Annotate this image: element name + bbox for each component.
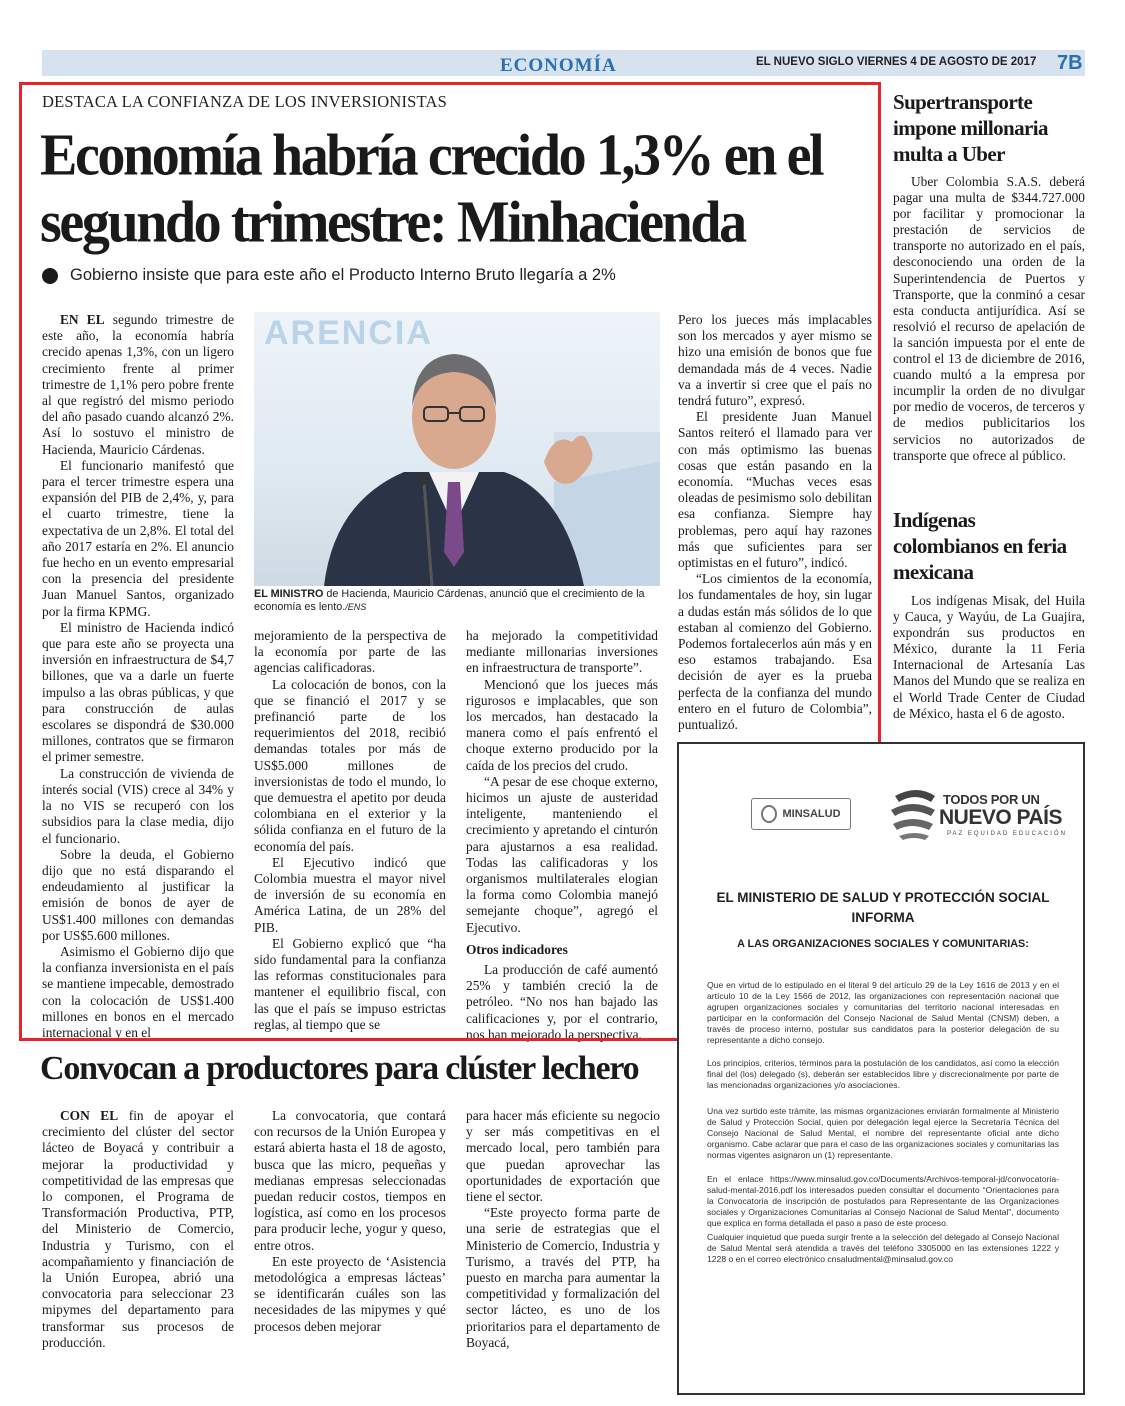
article-column-3 (466, 628, 658, 1043)
second-article-column-2 (254, 1108, 446, 1335)
logo-line-3: PAZ EQUIDAD EDUCACIÓN (947, 831, 1067, 837)
minsalud-logo-text: MINSALUD (782, 808, 841, 820)
paragraph: La convocatoria, que contará con recursos de la Unión Europea y estará abierta hasta el 18 de agosto, busca que las micro, pequeñas y medianas empresas seleccionadas puedan reducir costos, tiempos en logística, así como en los procesos para producir leche, yogur y queso, entre otros. (254, 1108, 446, 1253)
paragraph: para hacer más eficiente su negocio y ser más competitivas en el mercado local, pero también para que puedan aprovechar las oportunidades de exportación que tiene el sector. (466, 1108, 660, 1205)
caption-text: de Hacienda, Mauricio Cárdenas, anunció que el crecimiento de la economía es lento. (254, 588, 645, 613)
brief-uber-title: Supertransporte impone millonaria multa a Uber (893, 90, 1048, 166)
lead-in: EN EL (60, 312, 105, 327)
paragraph-text: fin de apoyar el crecimiento del clúster del sector lácteo de Boyacá y contribuir a mejorar la productividad y competitividad de las empresas que lo componen, el Programa de Transformación Productiva, PTP, del Ministerio de Comercio, Industria y Turismo, con el acompañamiento y financiación de la Unión Europea, abrió una convocatoria para seleccionar 23 mipymes del departamento para transformar sus procesos de producción. (42, 1108, 235, 1350)
ad-paragraph: Que en virtud de lo estipulado en el literal 9 del artículo 29 de la Ley 1616 de 2013 y en el artículo 10 de la Ley 1566 de 2012, las organizaciones con representación nacional que agrupen organizaciones sociales y comunitarias del territorio nacional interesadas en participar en la conformación del Consejo Nacional de Salud Mental (CNSM) deben, a través de proceso interno, postular sus candidatos para la posterior delegación de su representante a dicho consejo. (707, 980, 1059, 1045)
second-article-column-1 (42, 1108, 234, 1351)
article-column-2 (254, 628, 446, 1033)
article-column-1 (42, 312, 234, 1041)
ad-title: EL MINISTERIO DE SALUD Y PROTECCIÓN SOCIAL INFORMA (716, 890, 1050, 925)
ad-paragraph: Cualquier inquietud que pueda surgir frente a la selección del delegado al Consejo Nacional de Salud Mental será atendida a través del teléfono 3305000 en las extensiones 1222 y 1228 o en el correo electrónico cnsaludmental@minsalud.gov.co (707, 1232, 1059, 1264)
paragraph: En este proyecto de ‘Asistencia metodológica a empresas lácteas’ se identificarán cuáles son las necesidades de las mipymes y qué procesos deben mejorar (254, 1253, 446, 1334)
paragraph: La producción de café aumentó 25% y también creció la de petróleo. “No nos han bajado las calificaciones y, por el contrario, nos han mejorado la perspectiva. (466, 962, 658, 1042)
paragraph: “Los cimientos de la economía, los fundamentales de hoy, sin lugar a dudas están más sólidos de lo que estaban al comienzo del Gobierno. Podemos fortalecerlos aún más y en eso estamos trabajando. Esa decisión de ayer es la prueba perfecta de la confianza del mundo entero en el futuro de Colombia”, puntualizó. (678, 571, 872, 733)
minsalud-logo (751, 798, 851, 830)
caption-lead: EL MINISTRO (254, 588, 324, 600)
minister-photo (254, 312, 660, 586)
paragraph: Mencionó que los jueces más rigurosos e implacables, que son los mercados, han destacado la manera como el país enfrentó el choque externo producido por la caída de los precios del crudo. (466, 676, 658, 773)
second-article-headline: Convocan a productores para clúster lechero (40, 1050, 639, 1087)
paragraph: Asimismo el Gobierno dijo que la confianza inversionista en el país se mantiene impecable, demostrado con la colocación de US$1.400 millones en bonos en el mercado internacional y en el (42, 943, 234, 1040)
paragraph: Pero los jueces más implacables son los mercados y ayer mismo se hizo una emisión de bonos que fue demandada más de 4 veces. Nadie va a invertir si cree que el país no tendrá futuro”, expresó. (678, 312, 872, 409)
todos-por-un-nuevo-pais-logo (887, 782, 1072, 846)
photo-backdrop-text: ARENCIA (264, 314, 433, 352)
paragraph (42, 312, 234, 458)
minister-illustration (254, 312, 660, 586)
paragraph: Sobre la deuda, el Gobierno dijo que no está disparando el endeudamiento al justificar la emisión de bonos de ayer de US$1.400 millones con demandas por US$5.600 millones. (42, 846, 234, 943)
bullet-icon (42, 268, 58, 284)
paragraph: Los indígenas Misak, del Huila y Cauca, y Wayúu, de La Guajira, expondrán sus productos en México, durante la 11 Feria Internacional de Artesanía Las Manos del Mundo que se realiza en el World Trade Center de Ciudad de México, hasta el 6 de agosto. (893, 593, 1085, 721)
ad-subtitle: A LAS ORGANIZACIONES SOCIALES Y COMUNITARIAS: (737, 938, 1029, 950)
paragraph: El presidente Juan Manuel Santos reiteró el llamado para ver con más optimismo las buenas cosas que están pasando en la economía. “Muchas veces esas oleadas de pesimismo solo debilitan esa confianza. Siempre hay problemas, pero aquí hay razones más que suficientes para ser optimistas en el futuro”, indicó. (678, 409, 872, 571)
publication-date: EL NUEVO SIGLO VIERNES 4 DE AGOSTO DE 2017 (756, 56, 1037, 68)
brief-indigenas-title: Indígenas colombianos en feria mexicana (893, 508, 1067, 584)
article-subhead (42, 266, 616, 285)
logo-line-1: TODOS POR UN (943, 792, 1040, 807)
paragraph: El ministro de Hacienda indicó que para este año se proyecta una inversión en infraestructura de $4,7 billones, que va a darle un fuerte impulso a las obras públicas, y que para construcción de aulas escolares se dispondrá de $30.000 millones, contratos que se firmaron el primer semestre. (42, 619, 234, 765)
paragraph: mejoramiento de la perspectiva de la economía por parte de las agencias calificadoras. (254, 628, 446, 676)
section-name: ECONOMÍA (500, 55, 617, 76)
brief-indigenas-body (893, 593, 1085, 722)
ad-paragraph: Los principios, criterios, términos para la postulación de los candidatos, así como la elección final del (los) delegado (s), deberán ser establecidos libre y discrecionalmente por parte de las mencionadas organizaciones y/o asociaciones. (707, 1058, 1059, 1090)
paragraph: El funcionario manifestó que para el tercer trimestre espera una expansión del PIB de 2,4%, y, para el cuarto trimestre, tiene la expectativa de un 2,8%. El total del año 2017 estaría en 2%. El anuncio fue hecho en un evento empresarial con la presencia del presidente Juan Manuel Santos, organizado por la firma KPMG. (42, 457, 234, 619)
minsalud-advertisement (677, 742, 1085, 1395)
paragraph: ha mejorado la competitividad mediante millonarias inversiones en infraestructura de transporte”. (466, 628, 658, 676)
paragraph (42, 1108, 234, 1351)
paragraph: Uber Colombia S.A.S. deberá pagar una multa de $344.727.000 por facilitar y promocionar la prestación de servicios de transporte no autorizado en el país, desconociendo una orden de la Superintendencia de Puertos y Transporte, que la conminó a cesar esta conducta antijurídica. Así se resolvió el recurso de apelación de la sanción impuesta por el ente de control el 13 de diciembre de 2016, cuando multó a la empresa por incumplir la orden de no divulgar por medio de voceros, de terceros y de medios publicitarios los servicios no autorizados de transporte que ofrece al público. (893, 174, 1085, 463)
logo-line-2: NUEVO PAÍS (939, 806, 1062, 829)
coat-of-arms-icon (761, 805, 777, 823)
lead-in: CON EL (60, 1108, 119, 1123)
article-column-4 (678, 312, 872, 733)
article-headline: Economía habría crecido 1,3% en el segundo trimestre: Minhacienda (40, 123, 823, 256)
article-kicker: DESTACA LA CONFIANZA DE LOS INVERSIONISTAS (42, 92, 447, 111)
page-number: 7B (1057, 52, 1083, 74)
photo-caption (254, 588, 660, 614)
paragraph: La construcción de vivienda de interés social (VIS) crece al 34% y la no VIS se recuperó con los subsidios para la clase media, dijo el funcionario. (42, 765, 234, 846)
paragraph: La colocación de bonos, con la que se financió el 2017 y se prefinanció parte de los requerimientos del 2018, recibió demandas totales por más de US$5.000 millones de inversionistas de todo el mundo, lo que demuestra el apetito por deuda colombiana en el exterior y la sólida confianza en el futuro de la economía del país. (254, 676, 446, 854)
subhead-text: Gobierno insiste que para este año el Producto Interno Bruto llegaría a 2% (70, 266, 616, 284)
brief-uber-body (893, 174, 1085, 464)
paragraph: El Gobierno explicó que “ha sido fundamental para la confianza las reformas constitucionales para mantener el equilibrio fiscal, con las que el país se impuso estrictas reglas, al tiempo que se (254, 935, 446, 1032)
swoosh-icon (887, 786, 937, 842)
subheading: Otros indicadores (466, 941, 568, 957)
caption-credit: /ENS (345, 602, 367, 612)
paragraph: “A pesar de ese choque externo, hicimos un ajuste de austeridad inteligente, manteniendo el crecimiento y apretando el cinturón para ajustarnos a esa realidad. Todas las calificadoras y los organismos multilaterales elogian la forma como Colombia manejó semejante choque”, agregó el Ejecutivo. (466, 773, 658, 935)
paragraph: El Ejecutivo indicó que Colombia muestra el mayor nivel de inversión de su economía en América Latina, de un 28% del PIB. (254, 854, 446, 935)
ad-paragraph: En el enlace https://www.minsalud.gov.co/Documents/Archivos-temporal-jd/convocatoria-salud-mental-2016.pdf los interesados pueden consultar el documento “Orientaciones para la Convocatoria de inscripción de postulados para Representante de las Organizaciones sociales y Organizaciones Comunitarias al Consejo Nacional de Salud Mental”, documento que explica en forma detallada el paso a paso de este proceso. (707, 1174, 1059, 1228)
paragraph: “Este proyecto forma parte de una serie de estrategias que el Ministerio de Comercio, Industria y Turismo, a través del PTP, ha puesto en marcha para aumentar la competitividad y formalización del sector lácteo, es uno de los prioritarios para el departamento de Boyacá, (466, 1205, 660, 1350)
ad-paragraph: Una vez surtido este trámite, las mismas organizaciones enviarán formalmente al Ministerio de Salud y Protección Social, quien por delegación legal ejerce la Secretaría Técnica del Consejo Nacional de Salud Mental, el nombre del representante oficial ante dicho organismo. Cabe aclarar que para el caso de las organizaciones sociales y comunitarias las normas vigentes asignaron un (1) representante. (707, 1106, 1059, 1160)
second-article-column-3 (466, 1108, 660, 1351)
paragraph-text: segundo trimestre de este año, la economía habría crecido apenas 1,3%, con un ligero crecimiento frente al primer trimestre de 1,1% pero pobre frente al que registró del mismo periodo del año pasado cuando alcanzó 2%. Así lo sostuvo el ministro de Hacienda, Mauricio Cárdenas. (42, 312, 235, 457)
